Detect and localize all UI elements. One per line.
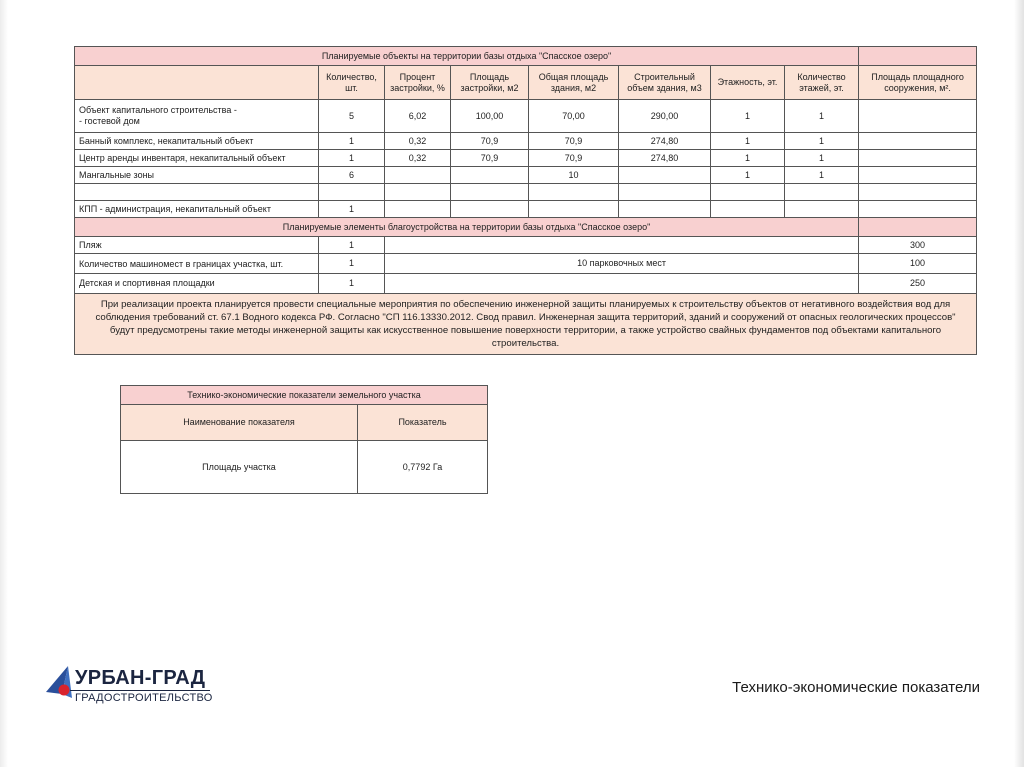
row-name: Пляж [75,237,319,254]
cell: 70,9 [529,150,619,167]
table-row [75,167,977,184]
column-header: Этажность, эт. [711,66,785,100]
planned-objects-table [74,46,977,355]
engineering-protection-note: При реализации проекта планируется провести специальные мероприятия по обеспечению инженерной защиты планируемых к строительству объектов от негативного воздействия вод для соблюдения требований ст. 67.1 Водного кодекса РФ. Согласно "СП 116.13330.2012. Свод правил. Инженерная защита территорий, зданий и сооружений от опасных геологических процессов" будут предусмотрены такие методы инженерной защиты как искусственное повышение поверхности территории, а также устройство свайных фундаментов под объектами капитального строительства. [75,294,977,355]
cell: 1 [785,100,859,133]
cell [859,150,977,167]
cell: 274,80 [619,150,711,167]
cell: 70,9 [451,150,529,167]
cell: 250 [859,274,977,294]
empty-cell [859,47,977,66]
column-header: Общая площадь здания, м2 [529,66,619,100]
column-header: Наименование показателя [121,405,358,441]
cell [451,184,529,201]
empty-header [75,66,319,100]
row-name: Банный комплекс, некапитальный объект [75,133,319,150]
cell: 1 [319,274,385,294]
land-table-title: Технико-экономические показатели земельного участка [121,386,488,405]
column-header: Количество, шт. [319,66,385,100]
row-name [75,184,319,201]
table-row [75,184,977,201]
column-header: Процент застройки, % [385,66,451,100]
cell: 100 [859,254,977,274]
row-name: Центр аренды инвентаря, некапитальный объект [75,150,319,167]
empty-cell [859,218,977,237]
table-row [75,274,977,294]
cell [529,201,619,218]
cell [859,167,977,184]
cell: 1 [711,100,785,133]
row-name: Мангальные зоны [75,167,319,184]
cell [859,201,977,218]
cell: 1 [711,150,785,167]
cell [385,184,451,201]
slide-title: Технико-экономические показатели [732,679,980,696]
table-row [75,100,977,133]
cell [859,133,977,150]
cell [619,167,711,184]
cell: 1 [711,167,785,184]
cell: 0,32 [385,133,451,150]
column-header: Показатель [358,405,488,441]
column-header: Площадь застройки, м2 [451,66,529,100]
cell: 1 [711,133,785,150]
cell: 0,32 [385,150,451,167]
land-indicators-table [120,385,488,494]
cell [711,201,785,218]
cell [385,201,451,218]
cell: 10 парковочных мест [385,254,859,274]
logo-name: УРБАН-ГРАД [75,667,206,689]
cell [319,184,385,201]
row-name: Площадь участка [121,441,358,494]
cell: 1 [319,254,385,274]
page-edge-left [0,0,8,767]
logo-subtitle: ГРАДОСТРОИТЕЛЬСТВО [75,692,213,704]
logo-divider [70,690,210,691]
cell [451,201,529,218]
objects-table-title: Планируемые объекты на территории базы отдыха "Спасское озеро" [75,47,859,66]
cell [785,201,859,218]
cell [529,184,619,201]
cell: 6 [319,167,385,184]
cell [451,167,529,184]
cell [619,184,711,201]
cell: 274,80 [619,133,711,150]
table-row [75,150,977,167]
page-edge-right [1014,0,1024,767]
row-name: Детская и спортивная площадки [75,274,319,294]
cell: 100,00 [451,100,529,133]
cell: 1 [319,133,385,150]
cell [711,184,785,201]
table-row [75,201,977,218]
table-row [75,133,977,150]
landscaping-section-title: Планируемые элементы благоустройства на территории базы отдыха "Спасское озеро" [75,218,859,237]
cell: 1 [319,201,385,218]
cell: 10 [529,167,619,184]
row-name: КПП - администрация, некапитальный объект [75,201,319,218]
cell [619,201,711,218]
cell: 70,9 [451,133,529,150]
column-header: Строительный объем здания, м3 [619,66,711,100]
cell: 290,00 [619,100,711,133]
cell [385,274,859,294]
cell: 300 [859,237,977,254]
cell [859,184,977,201]
cell [385,167,451,184]
cell: 5 [319,100,385,133]
cell [785,184,859,201]
cell: 70,9 [529,133,619,150]
table-row [75,254,977,274]
cell [385,237,859,254]
cell: 70,00 [529,100,619,133]
table-row [75,237,977,254]
cell: 1 [785,133,859,150]
column-header: Количество этажей, эт. [785,66,859,100]
cell [859,100,977,133]
cell: 0,7792 Га [358,441,488,494]
cell: 1 [785,167,859,184]
cell: 1 [319,150,385,167]
row-name: Количество машиномест в границах участка, шт. [75,254,319,274]
table-row [121,441,488,494]
cell: 6,02 [385,100,451,133]
cell: 1 [785,150,859,167]
column-header: Площадь площадного сооружения, м². [859,66,977,100]
cell: 1 [319,237,385,254]
row-name: Объект капитального строительства - - гостевой дом [75,100,319,133]
